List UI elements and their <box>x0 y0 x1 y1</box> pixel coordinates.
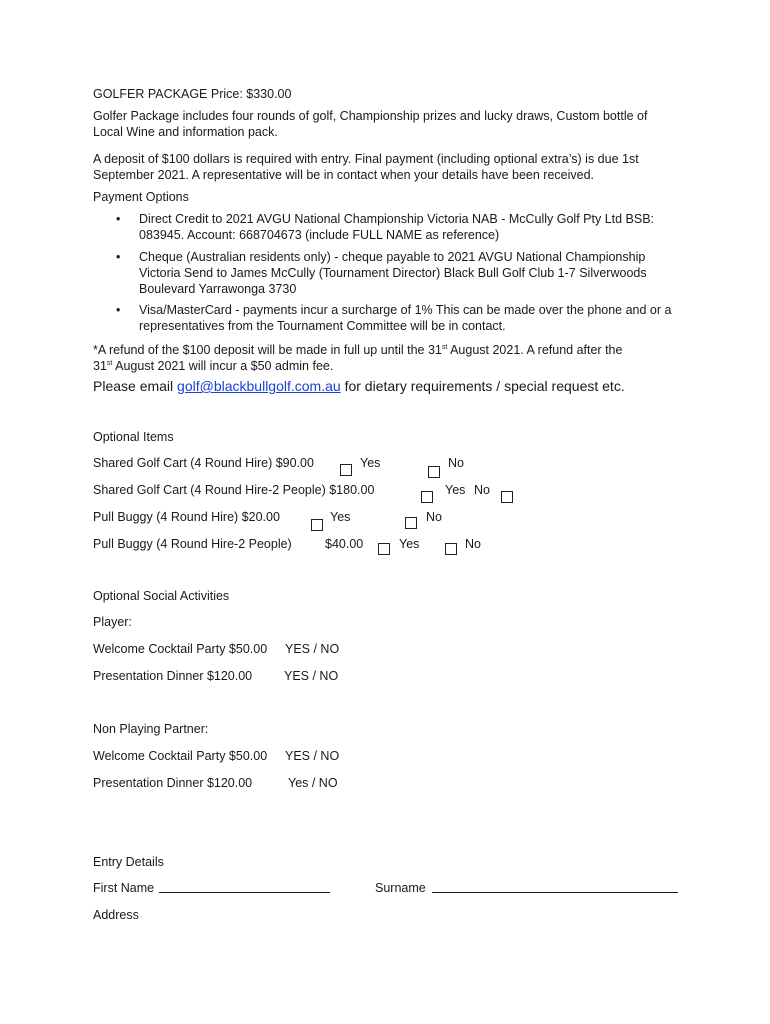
social-item-choice[interactable]: YES / NO <box>285 749 340 763</box>
optional-item-label: Pull Buggy (4 Round Hire) $20.00 <box>93 510 280 524</box>
yes-checkbox[interactable] <box>340 464 352 476</box>
first-name-label: First Name <box>93 881 155 895</box>
yes-checkbox[interactable] <box>421 491 433 503</box>
yes-label: Yes <box>399 537 420 551</box>
social-item-label: Presentation Dinner $120.00 <box>93 669 253 683</box>
social-item-label: Welcome Cocktail Party $50.00 <box>93 749 268 763</box>
email-link[interactable]: golf@blackbullgolf.com.au <box>177 378 341 394</box>
partner-heading: Non Playing Partner: <box>93 722 209 736</box>
no-label: No <box>426 510 442 524</box>
yes-checkbox[interactable] <box>311 519 323 531</box>
social-item-label: Welcome Cocktail Party $50.00 <box>93 642 268 656</box>
no-checkbox[interactable] <box>428 466 440 478</box>
payment-option: Visa/MasterCard - payments incur a surcharge of 1% This can be made over the phone and or a representatives from the Tournament Committee will be in contact. <box>139 303 672 333</box>
payment-option: Cheque (Australian residents only) - cheque payable to 2021 AVGU National Championship Victoria Send to James McCully (Tournament Director) Black Bull Golf Club 1-7 Silverwoods Boulevard Yarrawonga 3730 <box>139 250 647 296</box>
refund-line-1: *A refund of the $100 deposit will be made in full up until the 31st August 2021. A refund after the <box>93 343 623 357</box>
first-name-field[interactable] <box>159 880 330 893</box>
yes-label: Yes <box>445 483 466 497</box>
refund-line-2: 31st August 2021 will incur a $50 admin fee. <box>93 359 334 373</box>
no-label: No <box>474 483 490 497</box>
optional-items-heading: Optional Items <box>93 430 174 444</box>
optional-item-label: Shared Golf Cart (4 Round Hire) $90.00 <box>93 456 314 470</box>
player-heading: Player: <box>93 615 132 629</box>
optional-item-price: $40.00 <box>325 537 364 551</box>
deposit-text: A deposit of $100 dollars is required with entry. Final payment (including optional extra’s) is due 1st September 2021. A representative will be in contact when your details have been received. <box>93 152 639 182</box>
no-checkbox[interactable] <box>445 543 457 555</box>
email-note: Please email golf@blackbullgolf.com.au for dietary requirements / special request etc. <box>93 378 625 394</box>
optional-item-label: Pull Buggy (4 Round Hire-2 People) <box>93 537 292 551</box>
entry-heading: Entry Details <box>93 855 164 869</box>
bullet-icon: • <box>116 303 121 317</box>
surname-field[interactable] <box>432 880 678 893</box>
social-item-choice[interactable]: YES / NO <box>284 669 339 683</box>
surname-label: Surname <box>375 881 426 895</box>
bullet-icon: • <box>116 250 121 264</box>
bullet-icon: • <box>116 212 121 226</box>
yes-label: Yes <box>360 456 381 470</box>
address-label: Address <box>93 908 139 922</box>
yes-label: Yes <box>330 510 351 524</box>
no-label: No <box>465 537 481 551</box>
yes-checkbox[interactable] <box>378 543 390 555</box>
no-checkbox[interactable] <box>405 517 417 529</box>
payment-heading: Payment Options <box>93 190 189 204</box>
payment-option: Direct Credit to 2021 AVGU National Championship Victoria NAB - McCully Golf Pty Ltd BSB: 083945. Account: 668704673 (include FULL NAME as reference) <box>139 212 655 242</box>
social-item-label: Presentation Dinner $120.00 <box>93 776 253 790</box>
package-title: GOLFER PACKAGE Price: $330.00 <box>93 87 292 101</box>
no-checkbox[interactable] <box>501 491 513 503</box>
social-item-choice[interactable]: Yes / NO <box>288 776 338 790</box>
package-includes: Golfer Package includes four rounds of golf, Championship prizes and lucky draws, Custom bottle of Local Wine and information pack. <box>93 109 648 139</box>
no-label: No <box>448 456 464 470</box>
social-heading: Optional Social Activities <box>93 589 230 603</box>
optional-item-label: Shared Golf Cart (4 Round Hire-2 People) $180.00 <box>93 483 375 497</box>
social-item-choice[interactable]: YES / NO <box>285 642 340 656</box>
